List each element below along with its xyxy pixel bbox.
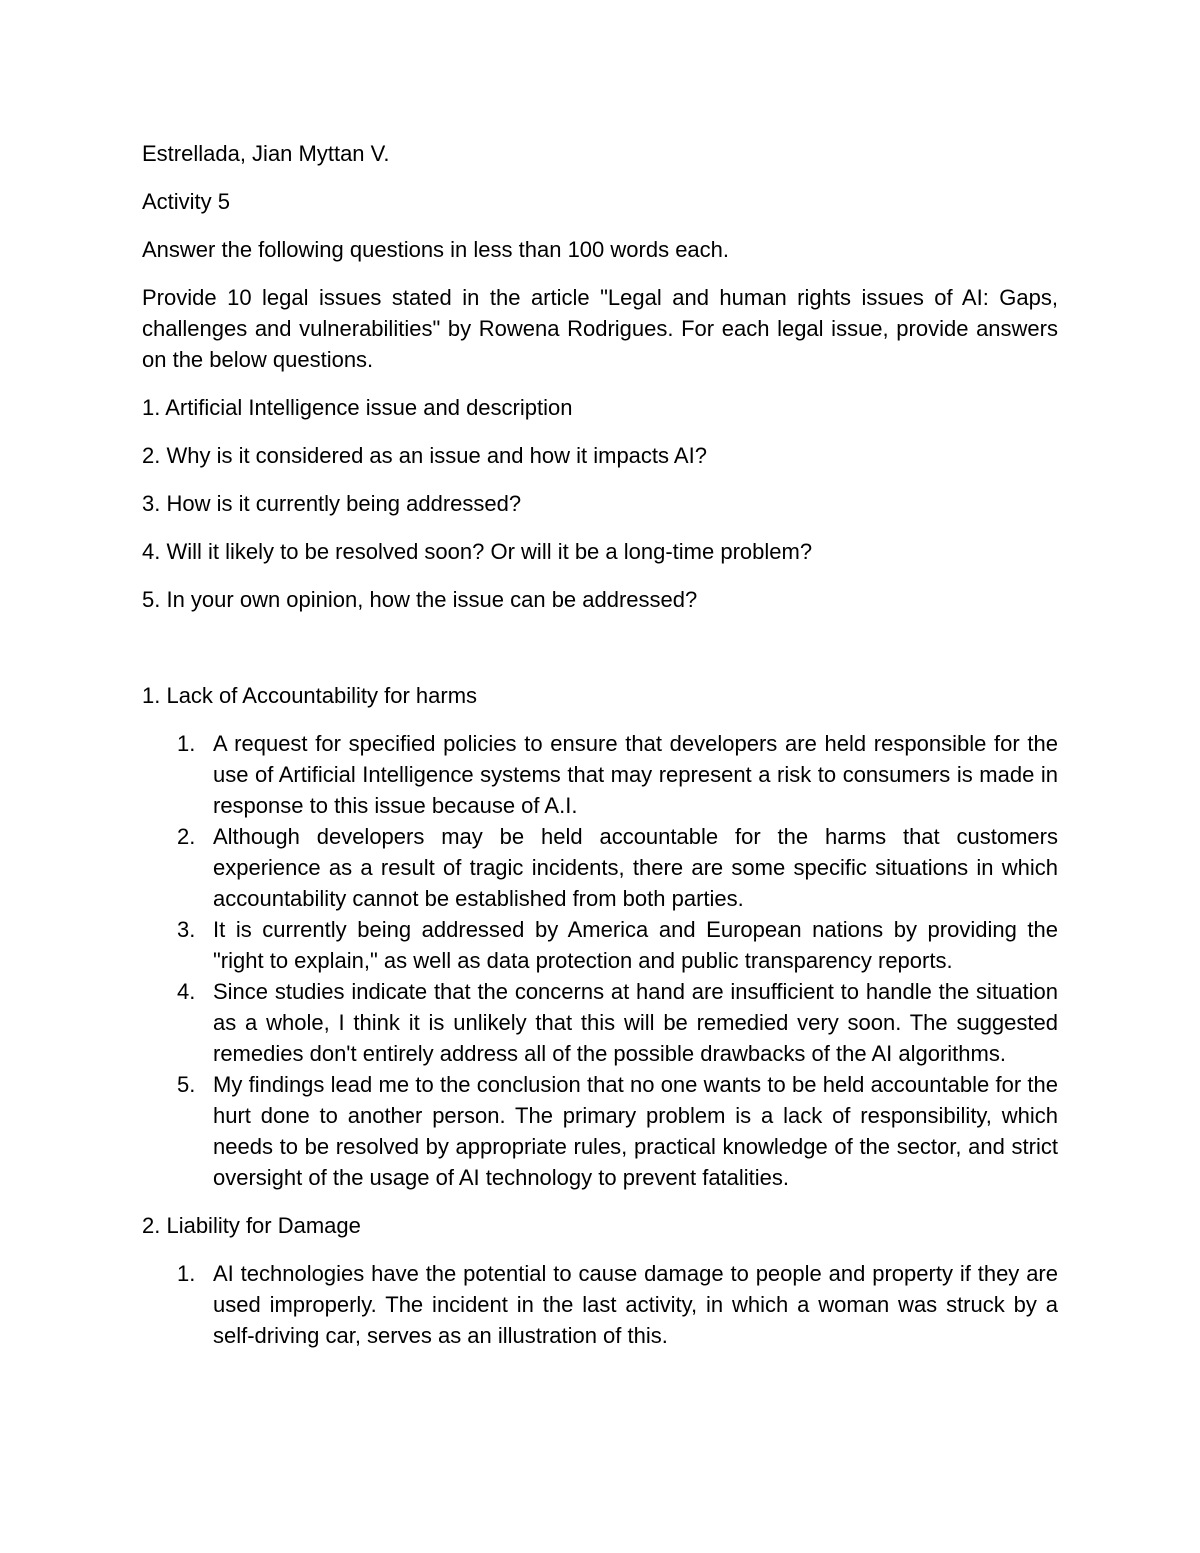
question-item: 2. Why is it considered as an issue and how it impacts AI?: [142, 443, 707, 468]
answer-text: It is currently being addressed by America and European nations by providing the "right to explain," as well as data protection and public transparency reports.: [213, 917, 1058, 973]
section-gap: [142, 632, 1058, 680]
answer-text: AI technologies have the potential to cause damage to people and property if they are used improperly. The incident in the last activity, in which a woman was struck by a self-driving car, serves as an illustration of this.: [213, 1261, 1058, 1348]
answer-number: 5.: [177, 1072, 196, 1097]
answer-text: My findings lead me to the conclusion that no one wants to be held accountable for the hurt done to another person. The primary problem is a lack of responsibility, which needs to be resolved by appropriate rules, practical knowledge of the sector, and strict oversight of the usage of AI technology to prevent fatalities.: [213, 1072, 1058, 1190]
activity-title: Activity 5: [142, 189, 231, 214]
answer-item: [142, 914, 1058, 976]
student-name: Estrellada, Jian Myttan V.: [142, 141, 390, 166]
answer-number: 1.: [177, 1261, 196, 1286]
answer-item: [142, 1258, 1058, 1351]
answer-text: Since studies indicate that the concerns at hand are insufficient to handle the situation as a whole, I think it is unlikely that this will be remedied very soon. The suggested remedies don't entirely address all of the possible drawbacks of the AI algorithms.: [213, 979, 1058, 1066]
question-item: 5. In your own opinion, how the issue can be addressed?: [142, 587, 698, 612]
question-item: 4. Will it likely to be resolved soon? Or will it be a long-time problem?: [142, 539, 813, 564]
instruction-paragraph: Provide 10 legal issues stated in the article "Legal and human rights issues of AI: Gaps, challenges and vulnerabilities" by Rowena Rodrigues. For each legal issue, provide answers on the below questions.: [142, 285, 1058, 372]
answer-number: 1.: [177, 731, 196, 756]
answer-number: 2.: [177, 824, 196, 849]
answer-item: [142, 821, 1058, 914]
answer-number: 3.: [177, 917, 196, 942]
answer-text: A request for specified policies to ensure that developers are held responsible for the use of Artificial Intelligence systems that may represent a risk to consumers is made in response to this issue because of A.I.: [213, 731, 1058, 818]
document-body: [142, 138, 1058, 1368]
answer-list: [142, 728, 1058, 1193]
question-item: 1. Artificial Intelligence issue and description: [142, 395, 573, 420]
instruction-text: Answer the following questions in less than 100 words each.: [142, 237, 730, 262]
answer-number: 4.: [177, 979, 196, 1004]
issue-title: 2. Liability for Damage: [142, 1213, 361, 1238]
answer-item: [142, 728, 1058, 821]
answer-item: [142, 976, 1058, 1069]
issue-title: 1. Lack of Accountability for harms: [142, 683, 478, 708]
answer-item: [142, 1069, 1058, 1193]
answer-text: Although developers may be held accountable for the harms that customers experience as a result of tragic incidents, there are some specific situations in which accountability cannot be established from both parties.: [213, 824, 1058, 911]
question-item: 3. How is it currently being addressed?: [142, 491, 522, 516]
answer-list: [142, 1258, 1058, 1351]
